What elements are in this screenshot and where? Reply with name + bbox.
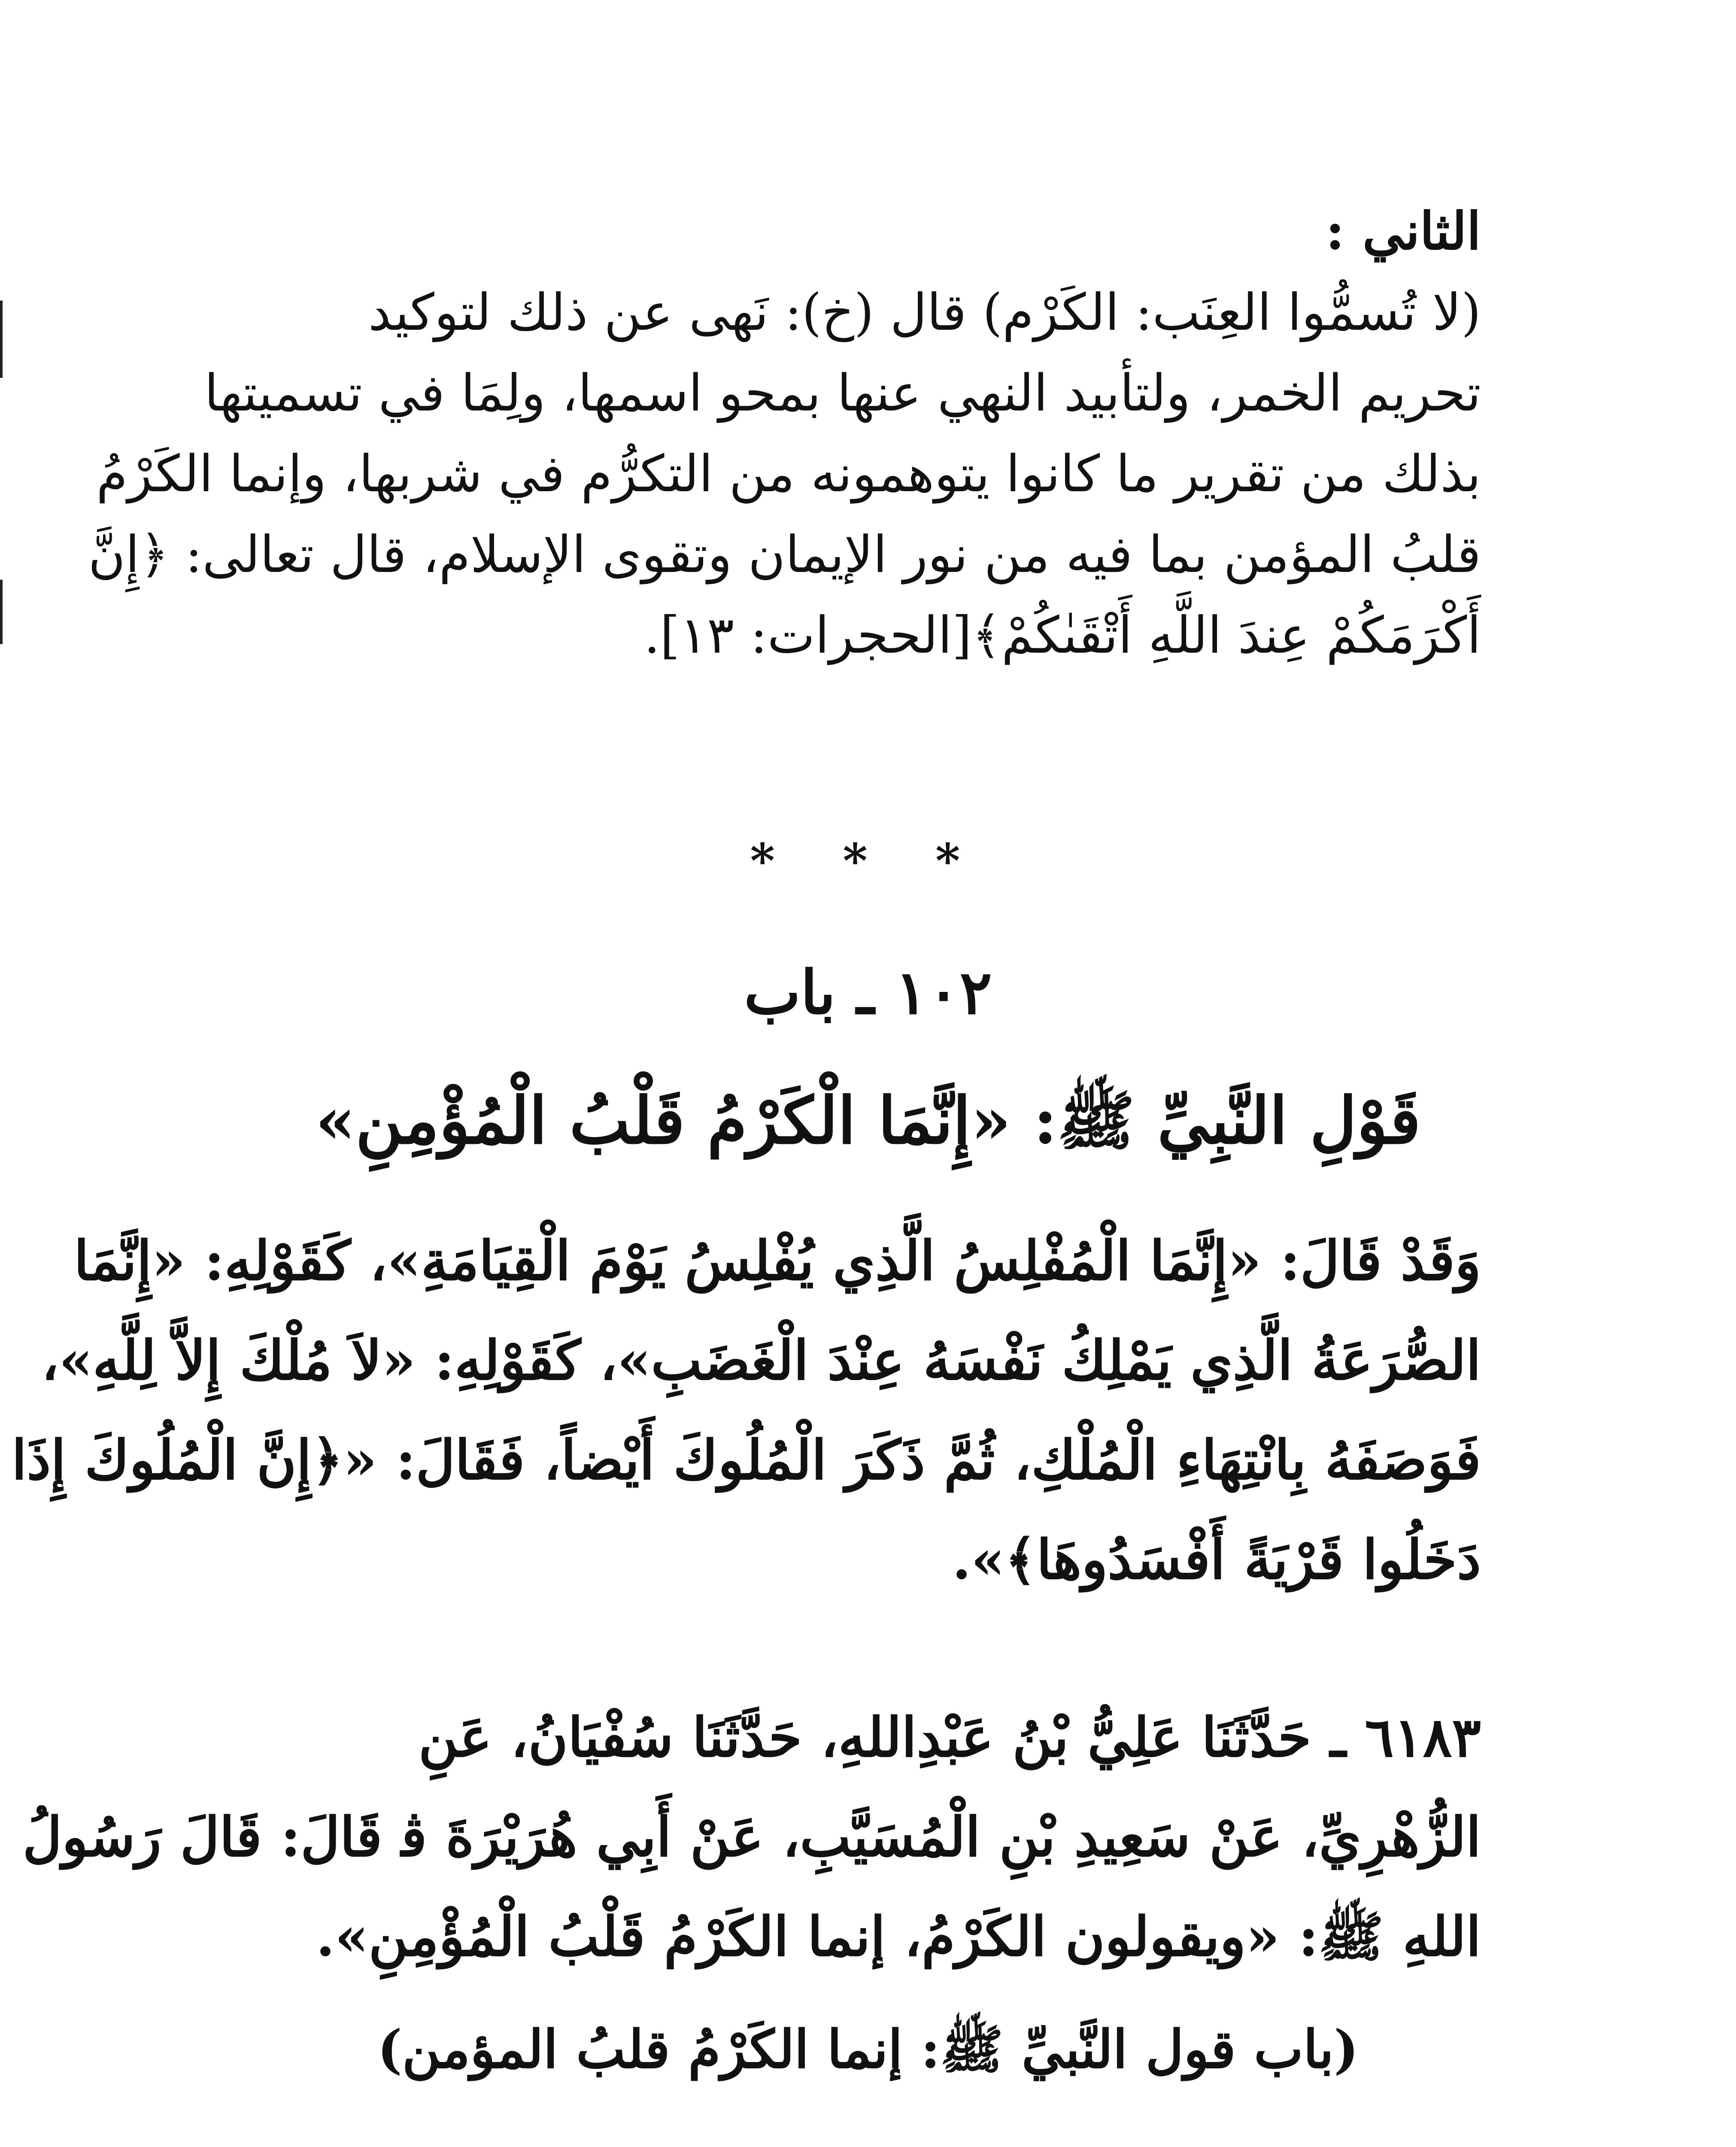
commentary-line: أَكْرَمَكُمْ عِندَ اللَّهِ أَتْقَىٰكُمْ﴾[الحجرات: ١٣]. bbox=[644, 605, 1481, 665]
intro-line: فَوَصَفَهُ بِانْتِهَاءِ الْمُلْكِ، ثُمَّ ذَكَرَ الْمُلُوكَ أَيْضاً، فَقَالَ: «﴿إِنَّ الْمُلُوكَ إِذَا bbox=[12, 1428, 1481, 1492]
commentary-line: تحريم الخمر، ولتأبيد النهي عنها بمحو اسمها، ولِمَا في تسميتها bbox=[204, 363, 1481, 423]
intro-line: دَخَلُوا قَرْيَةً أَفْسَدُوهَا﴾». bbox=[952, 1528, 1481, 1591]
section-label: الثاني : bbox=[1325, 201, 1481, 262]
chapter-intro bbox=[12, 1211, 1481, 1609]
top-commentary bbox=[88, 191, 1481, 675]
intro-line: الصُّرَعَةُ الَّذِي يَمْلِكُ نَفْسَهُ عِنْدَ الْغَضَبِ»، كَقَوْلِهِ: «لاَ مُلْكَ إِلاَّ لِلَّهِ»، bbox=[41, 1329, 1481, 1392]
commentary-line: قلبُ المؤمن بما فيه من نور الإيمان وتقوى الإسلام، قال تعالى: ﴿إِنَّ bbox=[88, 525, 1481, 584]
section-separator: * * * bbox=[750, 833, 986, 888]
hadith-text bbox=[22, 1688, 1481, 1986]
hadith-line: ٦١٨٣ ـ حَدَّثَنَا عَلِيُّ بْنُ عَبْدِاللهِ، حَدَّثَنَا سُفْيَانُ، عَنِ bbox=[418, 1706, 1481, 1769]
scan-edge-mark bbox=[0, 301, 3, 378]
hadith-line: الزُّهْرِيِّ، عَنْ سَعِيدِ بْنِ الْمُسَيَّبِ، عَنْ أَبِي هُرَيْرَةَ ﭬ قَالَ: قَالَ رَسُولُ bbox=[22, 1805, 1481, 1869]
scan-edge-mark bbox=[0, 580, 3, 644]
chapter-number: ١٠٢ ـ باب bbox=[744, 958, 992, 1028]
commentary-line: بذلك من تقرير ما كانوا يتوهمونه من التكرُّم في شربها، وإنما الكَرْمُ bbox=[96, 444, 1481, 503]
commentary-line: (لا تُسمُّوا العِنَب: الكَرْم) قال (خ): نَهى عن ذلك لتوكيد bbox=[368, 283, 1481, 342]
hadith-line: اللهِ ﷺ: «ويقولون الكَرْمُ، إنما الكَرْمُ قَلْبُ الْمُؤْمِنِ». bbox=[316, 1905, 1481, 1968]
intro-line: وَقَدْ قَالَ: «إِنَّمَا الْمُفْلِسُ الَّذِي يُفْلِسُ يَوْمَ الْقِيَامَةِ»، كَقَوْلِهِ: «إِنَّمَا bbox=[74, 1229, 1481, 1292]
commentary-title: (باب قول النَّبيِّ ﷺ: إنما الكَرْمُ قلبُ المؤمن) bbox=[377, 2018, 1359, 2080]
chapter-title: قَوْلِ النَّبِيِّ ﷺ: «إِنَّمَا الْكَرْمُ قَلْبُ الْمُؤْمِنِ» bbox=[315, 1083, 1421, 1159]
